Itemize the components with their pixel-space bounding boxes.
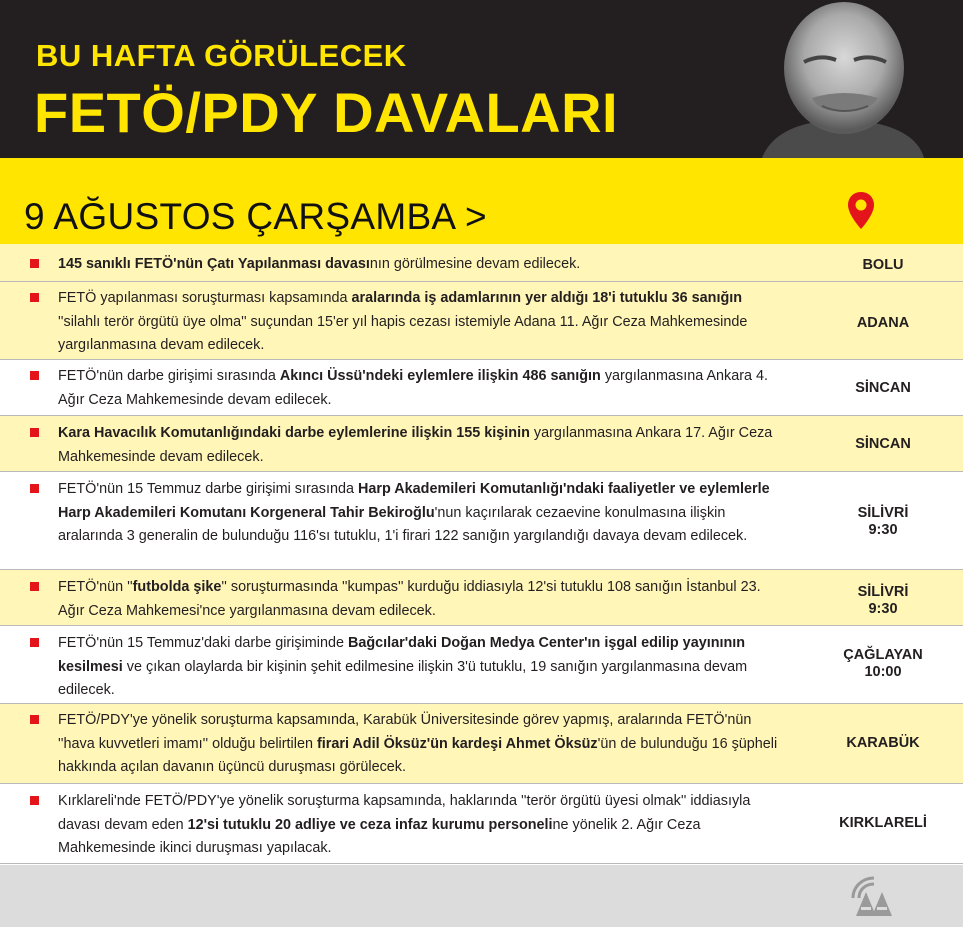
case-description — [58, 253, 778, 277]
location-name: ADANA — [856, 315, 910, 331]
bullet-square-icon — [30, 371, 39, 380]
header-subtitle: BU HAFTA GÖRÜLECEK — [36, 38, 407, 73]
case-location — [803, 315, 963, 332]
case-text: FETÖ yapılanması soruşturması kapsamında — [58, 290, 352, 306]
location-name: ÇAĞLAYAN — [843, 647, 923, 663]
case-location — [803, 735, 963, 752]
location-name: SİNCAN — [855, 436, 911, 452]
case-location — [803, 380, 963, 397]
bullet-square-icon — [30, 484, 39, 493]
case-location — [803, 647, 963, 681]
case-row — [0, 626, 963, 704]
case-text-bold: firari Adil Öksüz'ün kardeşi Ahmet Öksüz — [316, 735, 598, 752]
bullet-square-icon — [30, 428, 39, 437]
date-label: 9 AĞUSTOS ÇARŞAMBA — [24, 196, 455, 237]
case-row — [0, 472, 963, 570]
case-text-bold: futbolda şike — [132, 579, 222, 595]
case-description — [58, 790, 778, 861]
bullet-square-icon — [30, 796, 39, 805]
case-text: yargılanmasına Ankara 17. Ağır Ceza Mahkemesinde devam edilecek. — [58, 425, 773, 465]
case-location — [803, 505, 963, 539]
case-row — [0, 282, 963, 360]
case-description — [58, 365, 778, 412]
location-name: BOLU — [862, 257, 904, 273]
case-text: ne yönelik 2. Ağır Ceza Mahkemesinde ikinci duruşması yapılacak. — [58, 816, 701, 856]
case-location — [803, 584, 963, 618]
portrait-photo — [752, 0, 932, 158]
location-name: KIRKLARELİ — [839, 815, 927, 831]
case-text-bold: Akıncı Üssü'ndeki eylemlere ilişkin 486 sanığın — [279, 368, 601, 384]
date-heading — [24, 196, 487, 238]
case-row — [0, 416, 963, 472]
case-text: ''silahlı terör örgütü üye olma'' suçundan 15'er yıl hapis cezası istemiyle Adana 11. Ağır Ceza Mahkemesinde yargılanmasına devam edilecek. — [58, 313, 748, 353]
header-title: FETÖ/PDY DAVALARI — [34, 81, 619, 144]
case-location — [803, 436, 963, 453]
location-name: KARABÜK — [846, 735, 920, 751]
case-description — [58, 287, 778, 358]
bullet-square-icon — [30, 582, 39, 591]
location-name: SİLİVRİ — [857, 505, 909, 521]
case-row — [0, 570, 963, 626]
hearing-time: 9:30 — [868, 522, 898, 538]
case-description — [58, 478, 778, 549]
hearing-time: 9:30 — [868, 601, 898, 617]
case-text: 'ün de bulunduğu 16 şüpheli hakkında açılan davanın üçüncü duruşması görülecek. — [58, 735, 778, 775]
hearing-time: 10:00 — [864, 664, 902, 680]
case-row — [0, 244, 963, 282]
case-row — [0, 784, 963, 864]
case-text: Kırklareli'nde FETÖ/PDY'ye yönelik soruşturma kapsamında, haklarında ''terör örgütü üyesi olmak'' iddiasıyla davası devam eden — [58, 793, 751, 833]
case-text: FETÖ'nün darbe girişimi sırasında — [58, 368, 280, 384]
case-text-bold: Harp Akademileri Komutanlığı'ndaki faaliyetler ve eylemlerle Harp Akademileri Komutanı Korgeneral Tahir Bekiroğlu — [58, 481, 770, 521]
case-description — [58, 709, 778, 780]
case-row — [0, 704, 963, 784]
bullet-square-icon — [30, 259, 39, 268]
case-text-bold: 12'si tutuklu 20 adliye ve ceza infaz kurumu personeli — [187, 816, 553, 833]
case-description — [58, 576, 778, 623]
case-text: yargılanmasına Ankara 4. Ağır Ceza Mahkemesinde devam edilecek. — [58, 368, 769, 408]
case-text: FETÖ'nün 15 Temmuz darbe girişimi sırasında — [58, 481, 359, 497]
case-text-bold: aralarında iş adamlarının yer aldığı 18'i tutuklu 36 sanığın — [351, 290, 743, 306]
case-text: nın görülmesine devam edilecek. — [369, 256, 581, 272]
case-text-bold: Kara Havacılık Komutanlığındaki darbe eylemlerine ilişkin 155 kişinin — [58, 425, 530, 441]
case-location — [803, 257, 963, 274]
case-row — [0, 360, 963, 416]
case-text: 'nun kaçırılarak cezaevine konulmasına ilişkin aralarında 3 generalin de bulunduğu 116'sı tutuklu, 1'i firari 122 sanığın yargılandığı davaya devam edilecek. — [58, 504, 748, 544]
aa-agency-logo-icon — [850, 876, 898, 918]
case-location — [803, 815, 963, 832]
case-text: '' soruşturmasında ''kumpas'' kurduğu iddiasıyla 12'si tutuklu 108 sanığın İstanbul 23. Ağır Ceza Mahkemesi'nce yargılanmasına devam edilecek. — [58, 579, 761, 619]
case-text: FETÖ'nün 15 Temmuz'daki darbe girişiminde — [58, 635, 348, 651]
case-text-bold: Bağcılar'daki Doğan Medya Center'ın işgal edilip yayınının kesilmesi — [58, 635, 746, 675]
location-name: SİLİVRİ — [857, 584, 909, 600]
location-pin-icon — [846, 191, 876, 231]
case-text-bold: 145 sanıklı FETÖ'nün Çatı Yapılanması davası — [58, 256, 370, 272]
bullet-square-icon — [30, 715, 39, 724]
date-arrow: > — [464, 196, 487, 237]
bullet-square-icon — [30, 638, 39, 647]
case-text: FETÖ/PDY'ye yönelik soruşturma kapsamında, Karabük Üniversitesinde görev yapmış, aralarında FETÖ'nün ''hava kuvvetleri imamı'' olduğu belirtilen — [58, 712, 752, 752]
case-description — [58, 422, 778, 469]
case-text: ve çıkan olaylarda bir kişinin şehit edilmesine ilişkin 3'ü tutuklu, 19 sanığın yargılanmasına devam edilecek. — [58, 658, 748, 698]
bullet-square-icon — [30, 293, 39, 302]
footer-bar — [0, 865, 963, 927]
case-description — [58, 632, 778, 703]
location-name: SİNCAN — [855, 380, 911, 396]
case-text: FETÖ'nün '' — [58, 579, 133, 595]
